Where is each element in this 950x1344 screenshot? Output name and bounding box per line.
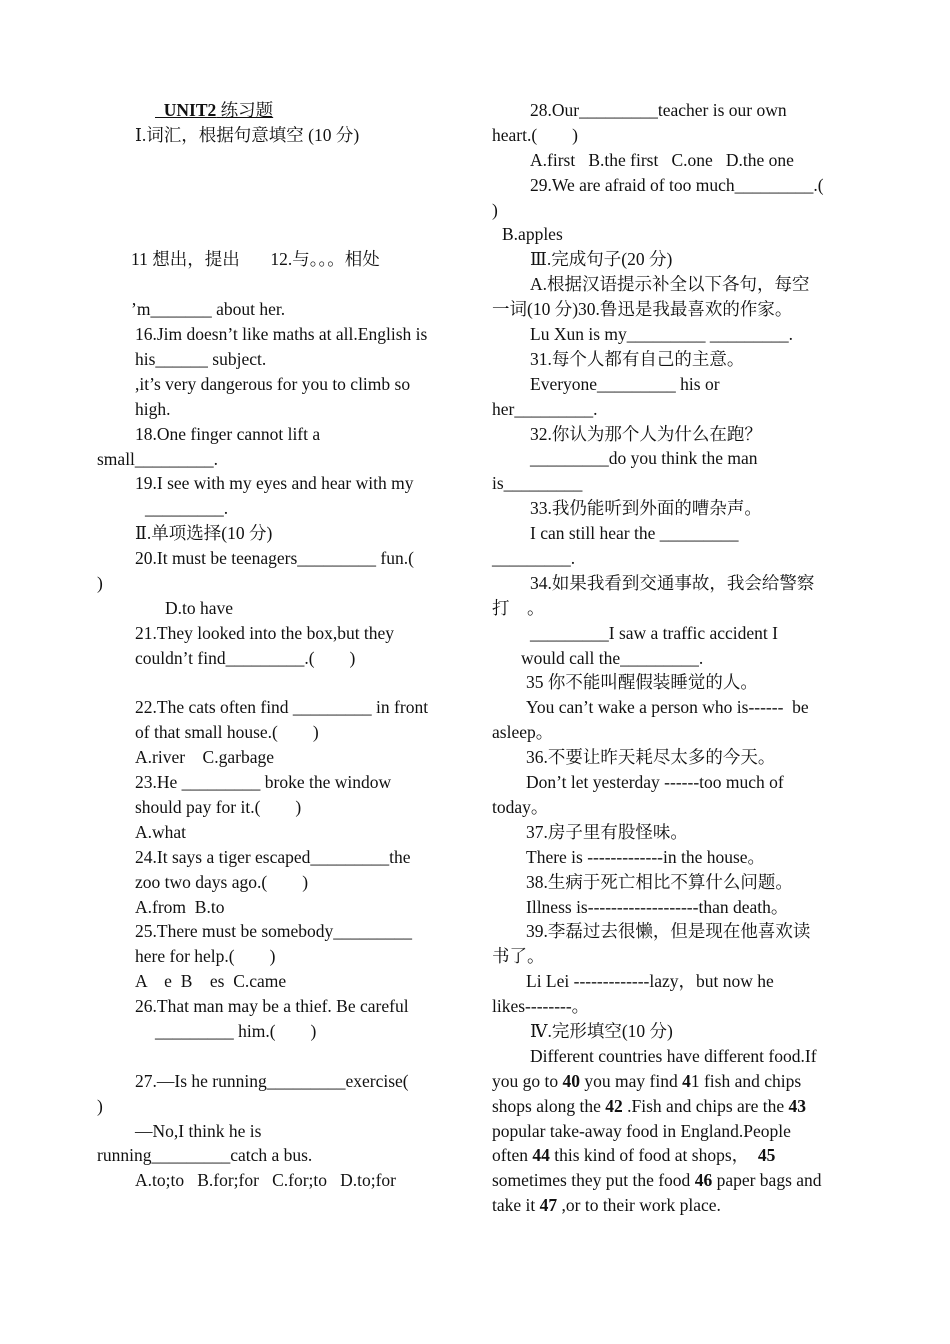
answer-line: likes--------。 [492,996,590,1017]
question-line: of that small house.( ) [135,722,319,743]
question-line: —No,I think he is [135,1120,262,1141]
question-line: running_________catch a bus. [97,1145,313,1166]
question-line: 19.I see with my eyes and hear with my [135,473,414,494]
question-line: _________ him.( ) [155,1020,317,1041]
cloze-line: often 44 this kind of food at shops， 45 [492,1145,776,1166]
prompt-line: 39.李磊过去很懒，但是现在他喜欢读 [526,921,811,942]
left-column [97,98,462,1193]
instruction-line: A.根据汉语提示补全以下各句，每空 [530,274,810,295]
prompt-line: 35 你不能叫醒假装睡觉的人。 [526,672,758,693]
question-line: ) [97,1095,103,1116]
right-column [492,98,857,1218]
question-line: 28.Our_________teacher is our own [530,100,787,120]
question-line: couldn’t find_________.( ) [135,647,356,668]
question-line: here for help.( ) [135,946,276,967]
question-line: should pay for it.( ) [135,796,302,817]
blank-number: 4 [682,1070,691,1091]
question-line: 24.It says a tiger escaped_________the [135,846,411,867]
cloze-line: Different countries have different food.If [530,1045,817,1066]
answer-line: is_________ [492,473,583,494]
answer-line: There is -------------in the house。 [526,846,766,867]
prompt-line: 38.生病于死亡相比不算什么问题。 [526,871,793,892]
question-line: _________. [145,498,229,519]
answer-line: her_________. [492,398,598,419]
section-heading: Ⅳ.完形填空(10 分) [530,1020,673,1041]
option-line: A.to;to B.for;for C.for;to D.to;for [135,1170,397,1191]
answer-line: Li Lei -------------lazy，but now he [526,971,774,992]
vocab-hint: 11 想出，提出 12.与。。。相处 [131,249,380,270]
blank-number: 44 [532,1145,550,1166]
prompt-line: 书了。 [492,946,545,967]
question-line: ) [97,572,103,593]
answer-line: would call the_________. [521,647,704,668]
prompt-line: 34.如果我看到交通事故，我会给警察 [530,572,815,593]
instruction-line: 一词(10 分)30.鲁迅是我最喜欢的作家。 [492,299,793,320]
blank-number: 43 [788,1095,806,1116]
answer-line: Don’t let yesterday ------too much of [526,772,784,793]
answer-line: Everyone_________ his or [530,373,720,394]
question-line: 26.That man may be a thief. Be careful [135,996,409,1017]
prompt-line: 打 。 [492,597,545,618]
section-heading: Ⅱ.单项选择(10 分) [135,523,273,544]
answer-line: _________do you think the man [530,448,758,469]
answer-line: today。 [492,796,549,817]
answer-line: _________I saw a traffic accident I [530,622,778,643]
cloze-line: you go to 40 you may find 41 fish and chips [492,1070,802,1091]
question-line: 20.It must be teenagers_________ fun.( [135,548,414,569]
option-line: B.apples [502,224,563,245]
option-line: A.from B.to [135,896,225,917]
cloze-line: take it 47 ,or to their work place. [492,1195,721,1216]
question-line: heart.( ) [492,124,579,145]
answer-line: I can still hear the _________ [530,523,739,544]
question-line: 21.They looked into the box,but they [135,622,395,643]
answer-line: Lu Xun is my_________ _________. [530,324,793,345]
question-line: his______ subject. [135,348,267,369]
prompt-line: 33.我仍能听到外面的嘈杂声。 [530,498,762,519]
prompt-line: 37.房子里有股怪味。 [526,821,688,842]
cloze-line: popular take-away food in England.People [492,1120,791,1141]
cloze-line: sometimes they put the food 46 paper bags and [492,1170,822,1191]
blank-number: 46 [694,1170,713,1191]
option-line: A e B es C.came [135,971,287,992]
option-line: A.first B.the first C.one D.the one [530,149,794,170]
option-line: A.what [135,821,187,842]
cloze-line: shops along the 42 .Fish and chips are the 43 [492,1095,806,1116]
question-line: 29.We are afraid of too much_________.( [530,174,824,195]
section-heading: Ⅲ.完成句子(20 分) [530,249,673,270]
answer-line: Illness is-------------------than death。 [526,896,789,917]
prompt-line: 36.不要让昨天耗尽太多的今天。 [526,747,776,768]
answer-line: _________. [492,548,576,569]
question-line: 23.He _________ broke the window [135,772,392,793]
blank-number: 47 [539,1195,558,1216]
question-line: high. [135,398,171,419]
question-line: ’m_______ about her. [131,299,286,320]
question-line: zoo two days ago.( ) [135,871,309,892]
prompt-line: 32.你认为那个人为什么在跑？ [530,423,762,444]
blank-number: 42 [605,1095,623,1116]
answer-line: asleep。 [492,722,554,743]
question-line: small_________. [97,448,219,469]
question-line: 25.There must be somebody_________ [135,921,413,942]
option-line: D.to have [165,597,234,618]
blank-number: 40 [562,1070,580,1091]
option-line: A.river C.garbage [135,747,274,768]
question-line: 27.—Is he running_________exercise( [135,1070,409,1091]
blank-number: 45 [757,1145,776,1166]
answer-line: You can’t wake a person who is------ be [526,697,809,718]
question-line: ,it’s very dangerous for you to climb so [135,373,411,394]
question-line: 16.Jim doesn’t like maths at all.English is [135,324,428,345]
prompt-line: 31.每个人都有自己的主意。 [530,348,745,369]
section-heading: Ⅰ.词汇，根据句意填空 (10 分) [135,124,360,145]
question-line: 18.One finger cannot lift a [135,423,321,444]
question-line: ) [492,199,498,220]
page-title: UNIT2 练习题 [155,100,274,120]
question-line: 22.The cats often find _________ in front [135,697,429,718]
